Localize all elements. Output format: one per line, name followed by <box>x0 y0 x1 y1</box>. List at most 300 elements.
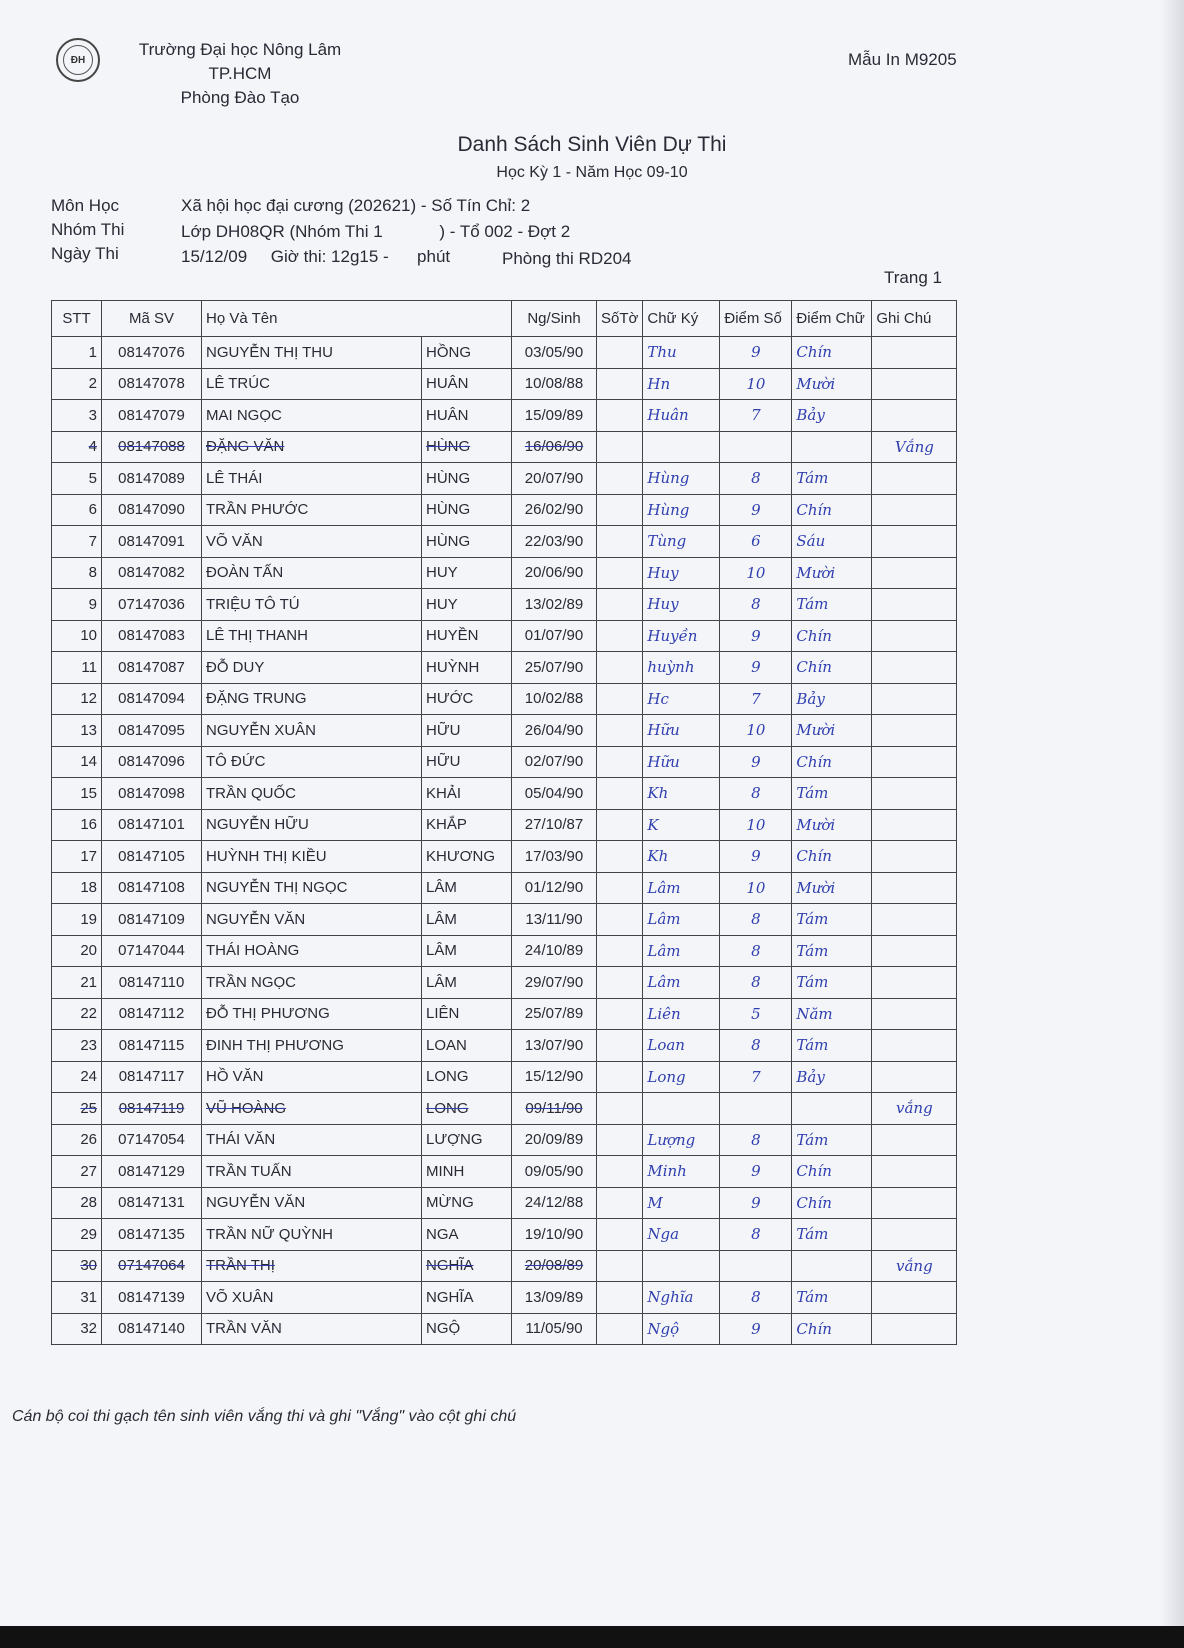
cell-chu-ky: Hữu <box>643 746 720 778</box>
cell-ng-sinh: 29/07/90 <box>512 967 597 999</box>
cell-ng-sinh: 26/04/90 <box>512 715 597 747</box>
cell-diem-chu: Mười <box>792 368 872 400</box>
cell-ma-sv: 08147131 <box>102 1187 202 1219</box>
cell-ten: HÙNG <box>422 431 512 463</box>
cell-ma-sv: 08147076 <box>102 337 202 369</box>
cell-ten: KHẮP <box>422 809 512 841</box>
cell-ma-sv: 08147088 <box>102 431 202 463</box>
cell-diem-so: 10 <box>720 715 792 747</box>
cell-ma-sv: 08147082 <box>102 557 202 589</box>
table-row <box>52 715 957 747</box>
cell-ghi-chu <box>872 557 957 589</box>
cell-diem-so: 9 <box>720 337 792 369</box>
col-ng-sinh: Ng/Sinh <box>512 301 597 337</box>
cell-ho: MAI NGỌC <box>202 400 422 432</box>
cell-stt: 30 <box>52 1250 102 1282</box>
cell-ng-sinh: 09/11/90 <box>512 1093 597 1125</box>
cell-so-to <box>597 463 643 495</box>
cell-chu-ky: Long <box>643 1061 720 1093</box>
cell-ho: NGUYỄN XUÂN <box>202 715 422 747</box>
cell-diem-chu: Mười <box>792 872 872 904</box>
col-ma-sv: Mã SV <box>102 301 202 337</box>
col-ho-va-ten: Họ Và Tên <box>202 301 512 337</box>
cell-diem-so: 7 <box>720 1061 792 1093</box>
cell-chu-ky: Thu <box>643 337 720 369</box>
cell-so-to <box>597 589 643 621</box>
cell-ho: TRẦN VĂN <box>202 1313 422 1345</box>
cell-stt: 18 <box>52 872 102 904</box>
cell-diem-so: 8 <box>720 1124 792 1156</box>
cell-stt: 4 <box>52 431 102 463</box>
cell-ten: HUÂN <box>422 400 512 432</box>
cell-diem-so: 8 <box>720 935 792 967</box>
cell-stt: 12 <box>52 683 102 715</box>
cell-ho: TRẦN NGỌC <box>202 967 422 999</box>
cell-ten: LÂM <box>422 904 512 936</box>
cell-diem-so: 8 <box>720 778 792 810</box>
table-row <box>52 557 957 589</box>
cell-ma-sv: 08147105 <box>102 841 202 873</box>
cell-diem-chu: Tám <box>792 935 872 967</box>
cell-diem-so: 9 <box>720 1187 792 1219</box>
cell-stt: 7 <box>52 526 102 558</box>
cell-diem-so: 10 <box>720 557 792 589</box>
table-row <box>52 1156 957 1188</box>
cell-ghi-chu <box>872 1219 957 1251</box>
table-row <box>52 368 957 400</box>
cell-ten: LÂM <box>422 967 512 999</box>
cell-so-to <box>597 967 643 999</box>
cell-chu-ky: Hùng <box>643 463 720 495</box>
cell-chu-ky: Nga <box>643 1219 720 1251</box>
cell-ho: ĐẶNG VĂN <box>202 431 422 463</box>
cell-ma-sv: 08147139 <box>102 1282 202 1314</box>
cell-chu-ky <box>643 1093 720 1125</box>
cell-ma-sv: 07147036 <box>102 589 202 621</box>
cell-stt: 20 <box>52 935 102 967</box>
cell-diem-so: 9 <box>720 652 792 684</box>
cell-ma-sv: 08147091 <box>102 526 202 558</box>
table-row <box>52 809 957 841</box>
cell-stt: 6 <box>52 494 102 526</box>
cell-stt: 32 <box>52 1313 102 1345</box>
cell-diem-chu: Tám <box>792 1219 872 1251</box>
cell-ma-sv: 08147112 <box>102 998 202 1030</box>
cell-stt: 3 <box>52 400 102 432</box>
table-header-row <box>52 301 957 337</box>
table-row <box>52 431 957 463</box>
cell-diem-so: 7 <box>720 683 792 715</box>
cell-ghi-chu <box>872 620 957 652</box>
cell-chu-ky: Ngộ <box>643 1313 720 1345</box>
cell-diem-chu <box>792 431 872 463</box>
col-ghi-chu: Ghi Chú <box>872 301 957 337</box>
cell-diem-chu: Sáu <box>792 526 872 558</box>
cell-ten: KHƯƠNG <box>422 841 512 873</box>
footnote: Cán bộ coi thi gạch tên sinh viên vắng thi và ghi "Vắng" vào cột ghi chú <box>12 1408 517 1425</box>
cell-ghi-chu <box>872 1187 957 1219</box>
table-row <box>52 872 957 904</box>
cell-ghi-chu <box>872 368 957 400</box>
cell-diem-so: 8 <box>720 967 792 999</box>
cell-chu-ky <box>643 1250 720 1282</box>
cell-chu-ky: Hữu <box>643 715 720 747</box>
table-row <box>52 841 957 873</box>
cell-ten: LÂM <box>422 935 512 967</box>
cell-stt: 8 <box>52 557 102 589</box>
cell-ten: NGỘ <box>422 1313 512 1345</box>
cell-ng-sinh: 19/10/90 <box>512 1219 597 1251</box>
cell-chu-ky: Hc <box>643 683 720 715</box>
cell-ho: ĐOÀN TẤN <box>202 557 422 589</box>
cell-ten: LONG <box>422 1093 512 1125</box>
cell-ho: THÁI HOÀNG <box>202 935 422 967</box>
cell-chu-ky: Huy <box>643 557 720 589</box>
cell-ho: VÕ VĂN <box>202 526 422 558</box>
table-row <box>52 1030 957 1062</box>
cell-diem-chu: Chín <box>792 1187 872 1219</box>
cell-stt: 23 <box>52 1030 102 1062</box>
cell-ho: TRẦN TUẤN <box>202 1156 422 1188</box>
cell-diem-so: 5 <box>720 998 792 1030</box>
cell-diem-so: 8 <box>720 1030 792 1062</box>
cell-so-to <box>597 652 643 684</box>
cell-ng-sinh: 09/05/90 <box>512 1156 597 1188</box>
cell-so-to <box>597 1187 643 1219</box>
cell-diem-so: 8 <box>720 589 792 621</box>
cell-ten: LIÊN <box>422 998 512 1030</box>
cell-ho: NGUYỄN THỊ THU <box>202 337 422 369</box>
cell-ho: VŨ HOÀNG <box>202 1093 422 1125</box>
cell-ten: NGA <box>422 1219 512 1251</box>
cell-diem-chu: Tám <box>792 967 872 999</box>
page-subtitle: Học Kỳ 1 - Năm Học 09-10 <box>496 164 688 181</box>
cell-diem-chu: Tám <box>792 463 872 495</box>
cell-diem-chu: Tám <box>792 1030 872 1062</box>
cell-ten: NGHĨA <box>422 1282 512 1314</box>
table-row <box>52 337 957 369</box>
cell-ng-sinh: 17/03/90 <box>512 841 597 873</box>
cell-ten: NGHĨA <box>422 1250 512 1282</box>
cell-stt: 13 <box>52 715 102 747</box>
cell-diem-so: 9 <box>720 746 792 778</box>
cell-ho: NGUYỄN VĂN <box>202 1187 422 1219</box>
cell-ghi-chu <box>872 400 957 432</box>
cell-ma-sv: 08147098 <box>102 778 202 810</box>
cell-chu-ky <box>643 431 720 463</box>
cell-so-to <box>597 841 643 873</box>
cell-stt: 15 <box>52 778 102 810</box>
cell-ho: NGUYỄN VĂN <box>202 904 422 936</box>
cell-ho: ĐẶNG TRUNG <box>202 683 422 715</box>
cell-ng-sinh: 25/07/89 <box>512 998 597 1030</box>
cell-diem-chu: Bảy <box>792 683 872 715</box>
cell-ma-sv: 08147110 <box>102 967 202 999</box>
cell-diem-chu: Mười <box>792 809 872 841</box>
cell-ho: NGUYỄN HỮU <box>202 809 422 841</box>
cell-diem-chu <box>792 1250 872 1282</box>
cell-chu-ky: Lượng <box>643 1124 720 1156</box>
table-row <box>52 683 957 715</box>
cell-diem-so: 9 <box>720 841 792 873</box>
nhom-thi-label: Nhóm Thi <box>51 220 125 239</box>
cell-ho: ĐỖ DUY <box>202 652 422 684</box>
phong-thi: Phòng thi RD204 <box>502 249 632 268</box>
cell-diem-chu: Chín <box>792 652 872 684</box>
cell-so-to <box>597 620 643 652</box>
cell-ho: ĐINH THỊ PHƯƠNG <box>202 1030 422 1062</box>
table-row <box>52 935 957 967</box>
cell-diem-so: 8 <box>720 1282 792 1314</box>
table-row <box>52 904 957 936</box>
cell-ng-sinh: 15/12/90 <box>512 1061 597 1093</box>
cell-ma-sv: 08147108 <box>102 872 202 904</box>
cell-ten: HUY <box>422 589 512 621</box>
cell-chu-ky: Hn <box>643 368 720 400</box>
cell-ho: THÁI VĂN <box>202 1124 422 1156</box>
cell-diem-chu: Mười <box>792 715 872 747</box>
cell-ghi-chu <box>872 872 957 904</box>
table-row <box>52 463 957 495</box>
cell-diem-so: 10 <box>720 872 792 904</box>
cell-ghi-chu: Vắng <box>872 431 957 463</box>
cell-so-to <box>597 337 643 369</box>
cell-stt: 31 <box>52 1282 102 1314</box>
cell-so-to <box>597 1282 643 1314</box>
cell-chu-ky: M <box>643 1187 720 1219</box>
cell-diem-so: 6 <box>720 526 792 558</box>
cell-chu-ky: Loan <box>643 1030 720 1062</box>
cell-ng-sinh: 24/10/89 <box>512 935 597 967</box>
col-diem-so: Điểm Số <box>720 301 792 337</box>
cell-ng-sinh: 15/09/89 <box>512 400 597 432</box>
table-row <box>52 1061 957 1093</box>
cell-diem-chu: Bảy <box>792 1061 872 1093</box>
cell-so-to <box>597 1250 643 1282</box>
cell-so-to <box>597 1313 643 1345</box>
cell-ghi-chu <box>872 494 957 526</box>
cell-so-to <box>597 1030 643 1062</box>
cell-ma-sv: 08147101 <box>102 809 202 841</box>
cell-ho: LÊ THỊ THANH <box>202 620 422 652</box>
cell-diem-chu: Tám <box>792 1282 872 1314</box>
cell-ghi-chu <box>872 1061 957 1093</box>
cell-diem-chu: Chín <box>792 620 872 652</box>
cell-diem-chu: Mười <box>792 557 872 589</box>
cell-ten: HÙNG <box>422 463 512 495</box>
table-row <box>52 746 957 778</box>
cell-diem-chu: Tám <box>792 1124 872 1156</box>
table-row <box>52 1219 957 1251</box>
cell-ten: MỪNG <box>422 1187 512 1219</box>
cell-ghi-chu <box>872 998 957 1030</box>
cell-so-to <box>597 368 643 400</box>
cell-ghi-chu <box>872 715 957 747</box>
cell-ho: TRẦN PHƯỚC <box>202 494 422 526</box>
cell-stt: 17 <box>52 841 102 873</box>
cell-chu-ky: Nghĩa <box>643 1282 720 1314</box>
cell-ten: LONG <box>422 1061 512 1093</box>
cell-ten: LÂM <box>422 872 512 904</box>
cell-stt: 14 <box>52 746 102 778</box>
cell-ng-sinh: 02/07/90 <box>512 746 597 778</box>
cell-ten: MINH <box>422 1156 512 1188</box>
cell-diem-chu: Chín <box>792 746 872 778</box>
form-code: Mẫu In M9205 <box>848 50 957 69</box>
cell-ma-sv: 07147054 <box>102 1124 202 1156</box>
cell-stt: 10 <box>52 620 102 652</box>
cell-diem-so: 9 <box>720 1156 792 1188</box>
cell-diem-chu: Tám <box>792 904 872 936</box>
cell-ten: HỒNG <box>422 337 512 369</box>
cell-chu-ky: huỳnh <box>643 652 720 684</box>
university-seal-icon: ĐH <box>56 38 100 82</box>
cell-ma-sv: 08147109 <box>102 904 202 936</box>
cell-chu-ky: Lâm <box>643 935 720 967</box>
cell-so-to <box>597 998 643 1030</box>
cell-ten: LOAN <box>422 1030 512 1062</box>
nhom-thi-value: Lớp DH08QR (Nhóm Thi 1 ) - Tổ 002 - Đợt 2 <box>181 222 571 241</box>
cell-diem-so: 7 <box>720 400 792 432</box>
cell-stt: 22 <box>52 998 102 1030</box>
cell-diem-chu: Bảy <box>792 400 872 432</box>
cell-ten: LƯỢNG <box>422 1124 512 1156</box>
cell-ho: NGUYỄN THỊ NGỌC <box>202 872 422 904</box>
cell-chu-ky: Huy <box>643 589 720 621</box>
cell-ma-sv: 08147096 <box>102 746 202 778</box>
cell-ghi-chu <box>872 652 957 684</box>
mon-hoc-value: Xã hội học đại cương (202621) - Số Tín Chỉ: 2 <box>181 196 531 215</box>
cell-so-to <box>597 526 643 558</box>
cell-diem-so: 8 <box>720 1219 792 1251</box>
cell-ghi-chu <box>872 526 957 558</box>
cell-ma-sv: 07147064 <box>102 1250 202 1282</box>
scan-edge <box>1160 0 1184 1648</box>
cell-so-to <box>597 904 643 936</box>
cell-so-to <box>597 746 643 778</box>
cell-ng-sinh: 26/02/90 <box>512 494 597 526</box>
cell-diem-so: 10 <box>720 809 792 841</box>
cell-ten: HÙNG <box>422 494 512 526</box>
cell-so-to <box>597 872 643 904</box>
cell-chu-ky: Tùng <box>643 526 720 558</box>
cell-ghi-chu <box>872 904 957 936</box>
cell-ho: LÊ THÁI <box>202 463 422 495</box>
cell-ng-sinh: 11/05/90 <box>512 1313 597 1345</box>
cell-ghi-chu <box>872 1124 957 1156</box>
cell-so-to <box>597 431 643 463</box>
table-row <box>52 778 957 810</box>
table-row <box>52 1313 957 1345</box>
cell-ng-sinh: 13/07/90 <box>512 1030 597 1062</box>
cell-ten: HÙNG <box>422 526 512 558</box>
cell-stt: 11 <box>52 652 102 684</box>
table-row <box>52 620 957 652</box>
cell-ng-sinh: 05/04/90 <box>512 778 597 810</box>
mon-hoc-label: Môn Học <box>51 196 120 215</box>
cell-so-to <box>597 1219 643 1251</box>
table-row <box>52 1124 957 1156</box>
col-chu-ky: Chữ Ký <box>643 301 720 337</box>
cell-chu-ky: K <box>643 809 720 841</box>
cell-diem-chu: Tám <box>792 778 872 810</box>
cell-ma-sv: 08147090 <box>102 494 202 526</box>
cell-ho: HUỲNH THỊ KIỀU <box>202 841 422 873</box>
cell-stt: 21 <box>52 967 102 999</box>
cell-diem-chu: Chín <box>792 1313 872 1345</box>
cell-ho: ĐỖ THỊ PHƯƠNG <box>202 998 422 1030</box>
cell-ten: HUY <box>422 557 512 589</box>
table-row <box>52 1187 957 1219</box>
cell-ma-sv: 08147117 <box>102 1061 202 1093</box>
table-row <box>52 967 957 999</box>
cell-ma-sv: 08147089 <box>102 463 202 495</box>
cell-so-to <box>597 778 643 810</box>
cell-ng-sinh: 20/07/90 <box>512 463 597 495</box>
cell-stt: 27 <box>52 1156 102 1188</box>
cell-ghi-chu <box>872 778 957 810</box>
cell-diem-so: 10 <box>720 368 792 400</box>
school-city: TP.HCM <box>208 64 272 83</box>
cell-diem-chu: Chín <box>792 1156 872 1188</box>
cell-ng-sinh: 20/09/89 <box>512 1124 597 1156</box>
cell-ten: HUỲNH <box>422 652 512 684</box>
cell-diem-chu: Tám <box>792 589 872 621</box>
cell-chu-ky: Lâm <box>643 904 720 936</box>
cell-ghi-chu <box>872 1282 957 1314</box>
cell-so-to <box>597 935 643 967</box>
cell-ghi-chu <box>872 1313 957 1345</box>
cell-stt: 2 <box>52 368 102 400</box>
cell-diem-so: 8 <box>720 463 792 495</box>
cell-ghi-chu <box>872 337 957 369</box>
cell-so-to <box>597 400 643 432</box>
cell-chu-ky: Kh <box>643 841 720 873</box>
cell-ng-sinh: 13/11/90 <box>512 904 597 936</box>
scan-border <box>0 1626 1184 1648</box>
cell-ma-sv: 08147095 <box>102 715 202 747</box>
cell-stt: 24 <box>52 1061 102 1093</box>
cell-ho: TRẦN QUỐC <box>202 778 422 810</box>
cell-diem-chu: Chín <box>792 841 872 873</box>
cell-ten: HỮU <box>422 746 512 778</box>
cell-ghi-chu <box>872 967 957 999</box>
cell-diem-so: 9 <box>720 494 792 526</box>
cell-ten: HƯỚC <box>422 683 512 715</box>
cell-ng-sinh: 25/07/90 <box>512 652 597 684</box>
student-table <box>51 300 957 1345</box>
cell-ghi-chu <box>872 589 957 621</box>
cell-ho: VÕ XUÂN <box>202 1282 422 1314</box>
page-number: Trang 1 <box>884 268 942 287</box>
cell-ho: TÔ ĐỨC <box>202 746 422 778</box>
table-row <box>52 589 957 621</box>
table-row <box>52 1282 957 1314</box>
cell-ho: TRẦN THỊ <box>202 1250 422 1282</box>
school-name: Trường Đại học Nông Lâm <box>138 40 342 59</box>
cell-so-to <box>597 1124 643 1156</box>
cell-diem-so: 8 <box>720 904 792 936</box>
cell-ho: LÊ TRÚC <box>202 368 422 400</box>
cell-stt: 9 <box>52 589 102 621</box>
cell-ghi-chu: vắng <box>872 1250 957 1282</box>
cell-ma-sv: 08147078 <box>102 368 202 400</box>
cell-ghi-chu <box>872 683 957 715</box>
cell-diem-so: 9 <box>720 620 792 652</box>
table-row <box>52 998 957 1030</box>
table-row <box>52 1250 957 1282</box>
cell-ma-sv: 08147087 <box>102 652 202 684</box>
